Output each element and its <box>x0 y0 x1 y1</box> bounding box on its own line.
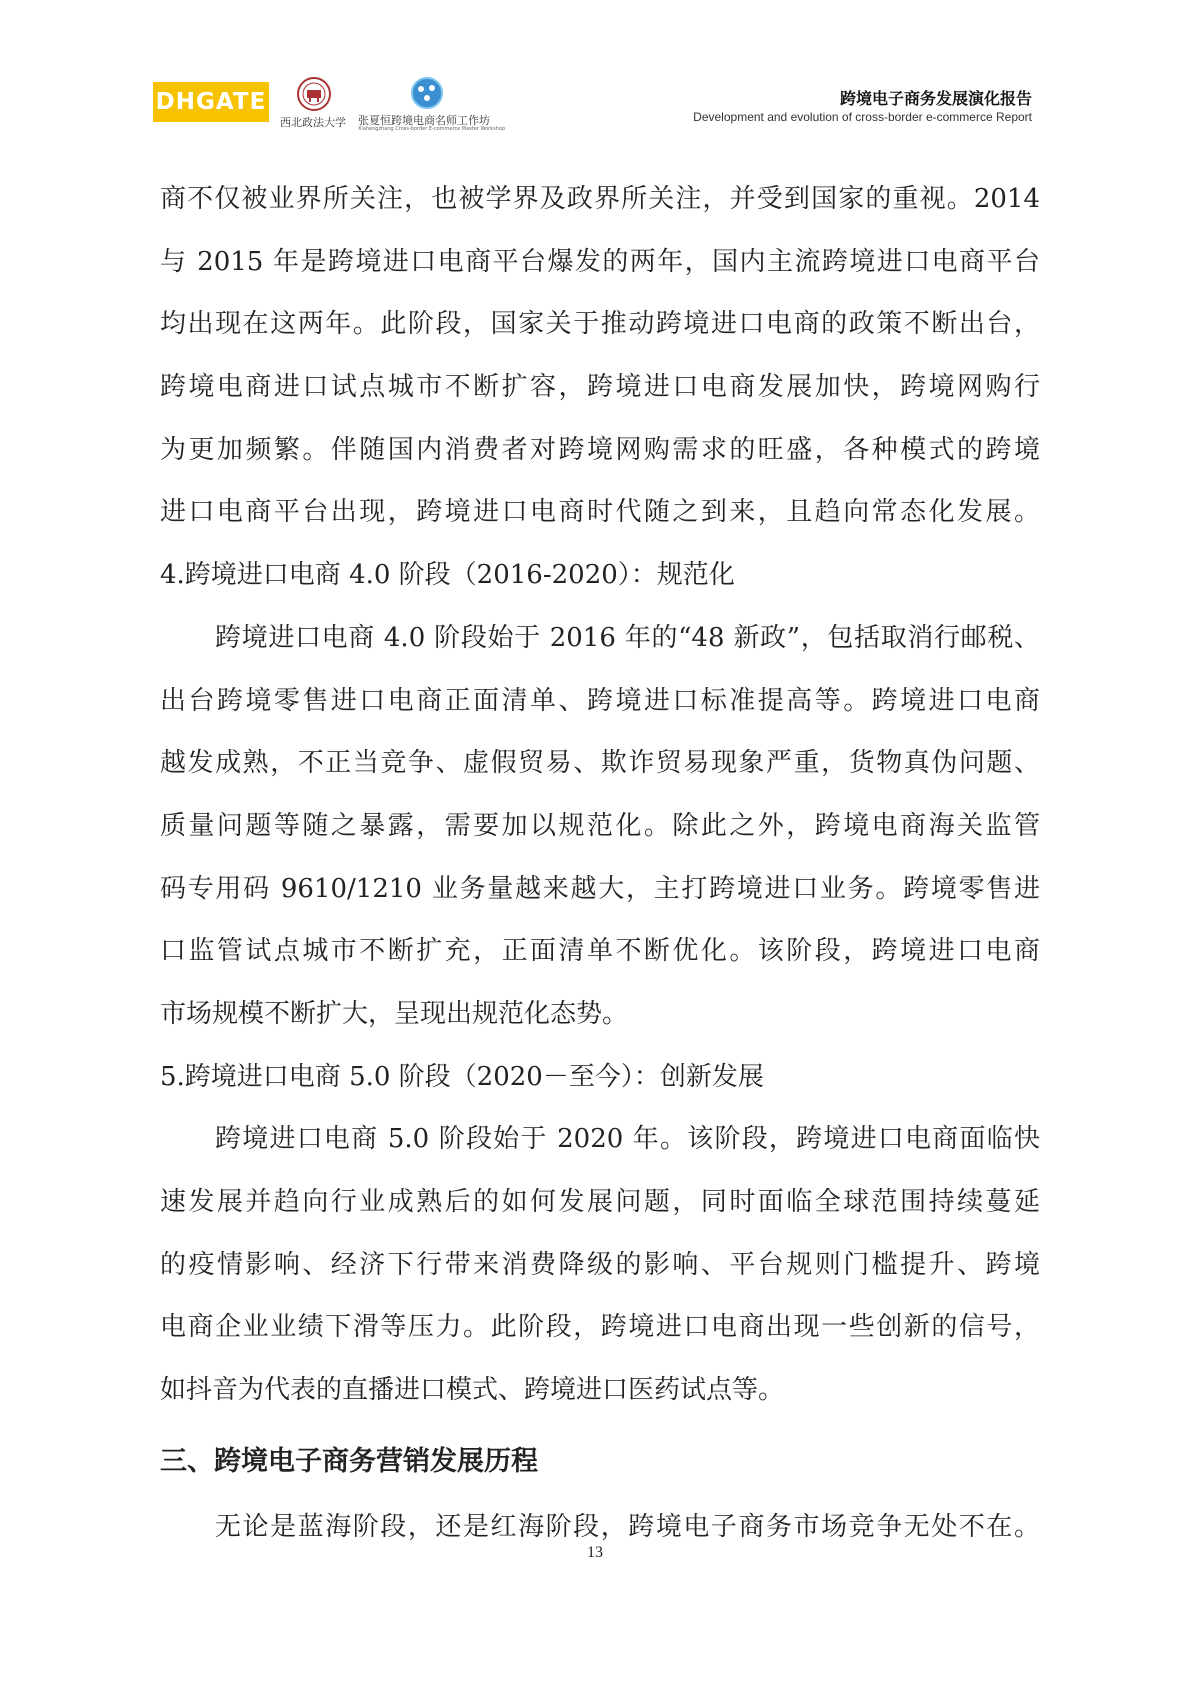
workshop-subtitle: Xiahengzhang Cross-border E-commerce Master Workshop <box>358 126 506 132</box>
text-line: 如抖音为代表的直播进口模式、跨境进口医药试点等。 <box>160 1375 785 1406</box>
paragraph-2 <box>160 607 1040 1046</box>
section-3-heading: 三、跨境电子商务营销发展历程 <box>160 1445 538 1477</box>
report-subtitle: Development and evolution of cross-border e-commerce Report <box>693 110 1032 124</box>
text-line: 进口电商平台出现，跨境进口电商时代随之到来，且趋向常态化发展。 <box>160 497 1040 528</box>
university-emblem-icon <box>296 76 332 112</box>
text-line: 跨境进口电商 5.0 阶段始于 2020 年。该阶段，跨境进口电商面临快 <box>215 1124 1040 1155</box>
stage-5-heading: 5.跨境进口电商 5.0 阶段（2020－至今）：创新发展 <box>160 1061 764 1092</box>
stage-4-heading: 4.跨境进口电商 4.0 阶段（2016-2020）：规范化 <box>160 560 735 591</box>
text-line: 无论是蓝海阶段，还是红海阶段，跨境电子商务市场竞争无处不在。 <box>215 1511 1040 1542</box>
university-name: 西北政法大学 <box>280 116 346 129</box>
page-body <box>160 168 1040 1558</box>
text-line: 质量问题等随之暴露，需要加以规范化。除此之外，跨境电商海关监管 <box>160 810 1040 841</box>
page-number: 13 <box>587 1544 603 1561</box>
text-line: 跨境进口电商 4.0 阶段始于 2016 年的“48 新政”，包括取消行邮税、 <box>215 622 1040 653</box>
text-line: 跨境电商进口试点城市不断扩容，跨境进口电商发展加快，跨境网购行 <box>160 372 1040 403</box>
text-line: 出台跨境零售进口电商正面清单、跨境进口标准提高等。跨境进口电商 <box>160 685 1040 716</box>
text-line: 口监管试点城市不断扩充，正面清单不断优化。该阶段，跨境进口电商 <box>160 936 1040 967</box>
text-line: 的疫情影响、经济下行带来消费降级的影响、平台规则门槛提升、跨境 <box>160 1249 1040 1280</box>
text-line: 均出现在这两年。此阶段，国家关于推动跨境进口电商的政策不断出台， <box>160 309 1040 340</box>
dhgate-logo: DHGATE <box>153 82 269 122</box>
text-line: 越发成熟，不正当竞争、虚假贸易、欺诈贸易现象严重，货物真伪问题、 <box>160 748 1040 779</box>
text-line: 商不仅被业界所关注，也被学界及政界所关注，并受到国家的重视。2014 <box>160 184 1040 214</box>
text-line: 码专用码 9610/1210 业务量越来越大，主打跨境进口业务。跨境零售进 <box>160 873 1040 904</box>
report-title: 跨境电子商务发展演化报告 <box>839 89 1032 108</box>
university-logo <box>280 76 352 130</box>
workshop-globe-icon <box>410 76 444 110</box>
text-line: 电商企业业绩下滑等压力。此阶段，跨境进口电商出现一些创新的信号， <box>160 1312 1040 1343</box>
text-line: 为更加频繁。伴随国内消费者对跨境网购需求的旺盛，各种模式的跨境 <box>160 434 1040 465</box>
text-line: 与 2015 年是跨境进口电商平台爆发的两年，国内主流跨境进口电商平台 <box>160 246 1040 277</box>
workshop-logo <box>358 76 506 132</box>
text-line: 速发展并趋向行业成熟后的如何发展问题，同时面临全球范围持续蔓延 <box>160 1187 1040 1217</box>
workshop-name: 张夏恒跨境电商名师工作坊 <box>358 114 490 127</box>
page-header <box>0 0 1190 150</box>
paragraph-3 <box>160 1108 1040 1421</box>
text-line: 市场规模不断扩大，呈现出规范化态势。 <box>160 998 629 1029</box>
paragraph-1 <box>160 168 1040 544</box>
